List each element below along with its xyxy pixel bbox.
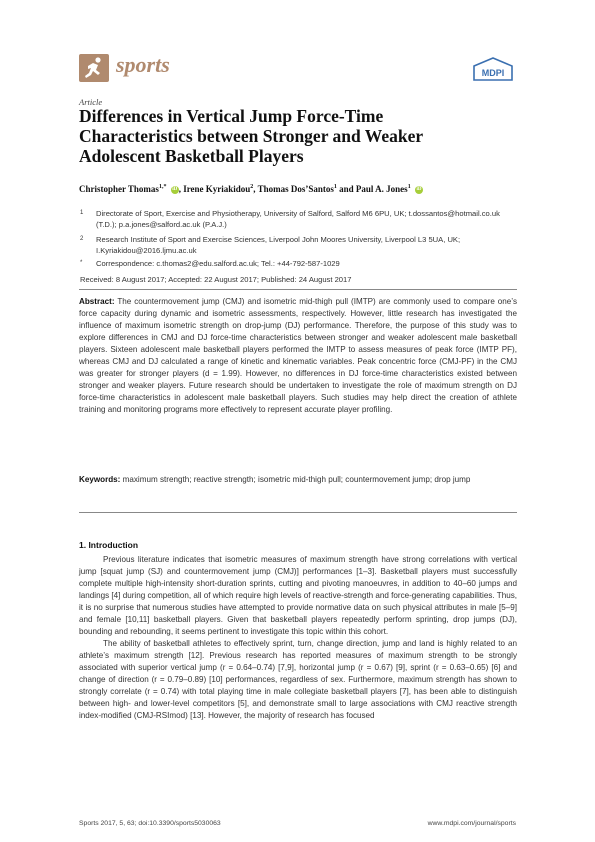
orcid-icon[interactable]: iD bbox=[172, 186, 178, 192]
mdpi-logo-icon bbox=[470, 56, 516, 82]
affiliation-1 bbox=[80, 208, 520, 232]
author-name: Christopher Thomas bbox=[79, 184, 159, 194]
affiliation-text: Directorate of Sport, Exercise and Physiotherapy, University of Salford, Salford M6 6PU, UK; t.dossantos@hotmail.co.uk (T.D.); p.a.jones@salford.ac.uk (P.A.J.) bbox=[96, 209, 500, 229]
author-sup: 2 bbox=[250, 184, 254, 190]
keywords bbox=[79, 474, 517, 486]
affiliation-mark: 2 bbox=[80, 236, 84, 242]
author-name: Paul A. Jones bbox=[355, 184, 408, 194]
journal-name: sports bbox=[116, 52, 170, 77]
body-text bbox=[79, 554, 517, 722]
affiliation-2 bbox=[80, 234, 520, 258]
abstract bbox=[79, 296, 517, 416]
journal-logo-icon bbox=[79, 54, 109, 82]
abstract-text: The countermovement jump (CMJ) and isometric mid-thigh pull (IMTP) are commonly used to compare one’s force capacity during dynamic and isometric assessments, respectively. However, little research has investigated the influence of maximum isometric strength on drop-jump (DJ) performance. Therefore, the purpose of this study was to explore differences in CMJ and DJ force-time characteristics between stronger and weaker adolescent male basketball players. Sixteen adolescent male basketball players performed the IMTP to assess measures of peak force (IMTP PF), whereas CMJ and DJ calculated a range of kinetic and kinematic variables. Peak concentric force (CMJ-PF) in the CMJ was greater for stronger players (d = 1.99). However, no differences in DJ force-time characteristics existed between stronger and weaker players. Future research should be undertaken to investigate the role of maximum strength on DJ force-time characteristics in adolescent male basketball players. Such studies may help direct the creation of athlete training and monitoring programs more effectively to represent accurate player profiling. bbox=[79, 297, 518, 414]
author-list: Christopher Thomas$^{1,*}$ iD , Irene Kyriakidou$^2$, Thomas Dos’Santos$^1$ and Paul A. Jones$^1$ iD bbox=[79, 184, 422, 194]
abstract-label: Abstract: bbox=[79, 297, 115, 306]
affiliation-mark: 1 bbox=[80, 210, 84, 216]
author-name: Thomas Dos’Santos bbox=[257, 184, 334, 194]
correspondence bbox=[80, 258, 520, 270]
affiliation-text: Research Institute of Sport and Exercise Sciences, Liverpool John Moores University, Liverpool L3 5UA, UK; I.Kyriakidou@2016.ljmu.ac.uk bbox=[96, 235, 461, 255]
author-sup: 1 bbox=[407, 184, 411, 190]
paragraph: Previous literature indicates that isometric measures of maximum strength have strong correlations with vertical jump [squat jump (SJ) and countermovement jump (CMJ)] performances [1–3]. Basketball players must successfully complete multiple high-intensity short-duration sprints, cutting and pivoting manoeuvres, in addition to 40–60 jumps and landings [4] during competition, all of which require high levels of reactive-strength and force-generating capabilities. Thus, it is no surprise that numerous studies have attempted to provide normative data on such physical attributes in male [5–9] and female [10,11] basketball players. Given that basketball players repeatedly perform sprinting, drop jumps (DJ), bounding and rebounding, it seems pertinent to investigate this topic within this cohort. bbox=[79, 555, 517, 636]
divider bbox=[79, 512, 517, 513]
keywords-text: maximum strength; reactive strength; isometric mid-thigh pull; countermovement jump; drop jump bbox=[122, 475, 471, 484]
paragraph: The ability of basketball athletes to effectively sprint, turn, change direction, jump and land is highly related to an athlete’s maximum strength [12]. Previous research has reported measures of maximum strength to be strongly associated with superior vertical jump (r = 0.64–0.74) [7,9], horizontal jump (r = 0.67) [9], sprint (r = 0.63–0.65) [6] and change of direction (r = 0.79–0.89) [10] performances, regardless of sex. Furthermore, maximum strength has shown to strongly correlate (r = 0.74) with total playing time in male collegiate basketball players [7], has been able to distinguish between high- and lower-level competitors [5], and demonstrate small to large associations with CMJ reactive strength index-modified (CMJ-RSImod) [13]. However, the majority of research has focused bbox=[79, 639, 517, 720]
affiliation-mark: * bbox=[80, 260, 83, 266]
footer-url[interactable]: www.mdpi.com/journal/sports bbox=[427, 820, 516, 827]
divider bbox=[79, 289, 517, 290]
footer-citation: Sports 2017, 5, 63; doi:10.3390/sports5030063 bbox=[79, 820, 221, 827]
orcid-icon[interactable]: iD bbox=[416, 186, 422, 192]
keywords-label: Keywords: bbox=[79, 475, 121, 484]
publication-dates: Received: 8 August 2017; Accepted: 22 August 2017; Published: 24 August 2017 bbox=[80, 275, 352, 284]
author-sup: 1,* bbox=[158, 184, 167, 190]
affiliation-text: Correspondence: c.thomas2@edu.salford.ac.uk; Tel.: +44-792-587-1029 bbox=[96, 259, 340, 268]
mdpi-logo-text: MDPI bbox=[481, 68, 505, 78]
paper-title: Differences in Vertical Jump Force-Time Characteristics between Stronger and Weaker Adolescent Basketball Players bbox=[79, 106, 423, 166]
section-heading: 1. Introduction bbox=[79, 540, 139, 550]
article-type: Article bbox=[79, 97, 103, 107]
author-name: Irene Kyriakidou bbox=[183, 184, 251, 194]
author-sup: 1 bbox=[333, 184, 337, 190]
